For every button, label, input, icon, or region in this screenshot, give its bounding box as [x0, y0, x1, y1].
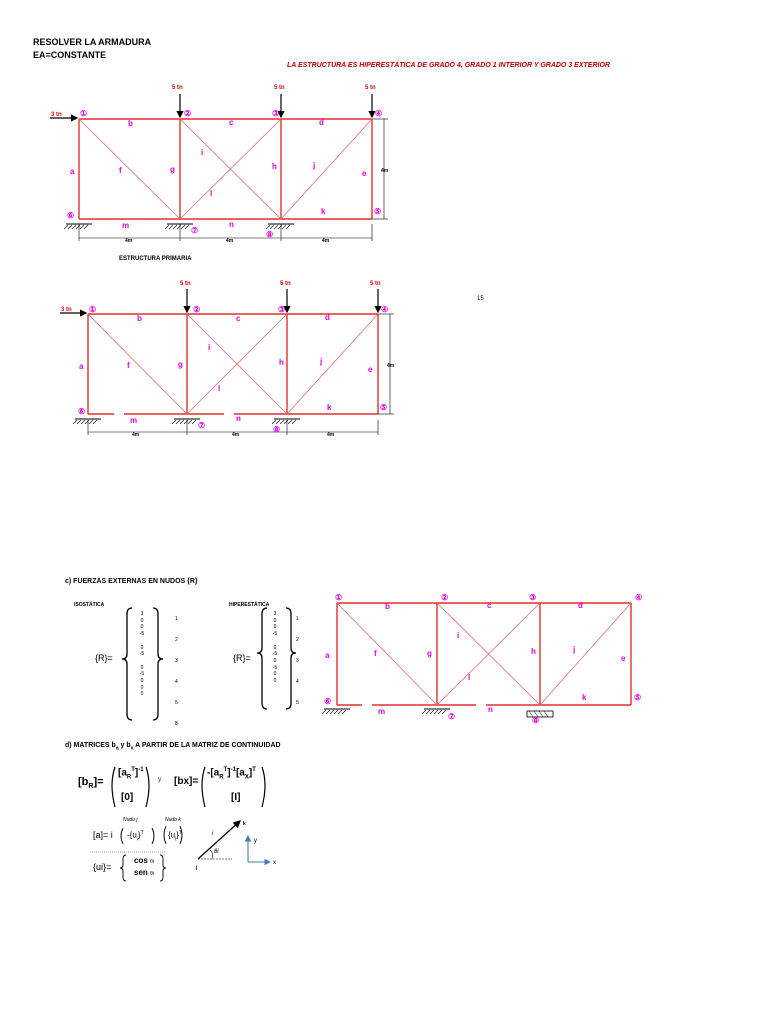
dim-4m-2: 4m [226, 238, 234, 244]
c-node-5: ⑤ [634, 693, 642, 702]
iso-value-6: -5 [139, 651, 145, 658]
isostatic-index [175, 614, 178, 740]
page-number: 15 [477, 296, 484, 302]
hyp-value-9: 0 [273, 671, 277, 678]
ui-equation: {ui}= [93, 862, 112, 872]
p-label-l: l [218, 384, 221, 393]
load-5tn-1: 5 tn [172, 85, 183, 91]
r-label-iso: {R}= [95, 653, 113, 663]
load-3tn: 3 tn [51, 112, 62, 118]
c-node-1: ① [335, 593, 343, 602]
c-node-7: ⑦ [448, 712, 456, 721]
member-j [281, 119, 372, 219]
minus-u-vector: $-\{u_i\}^T$ [127, 830, 144, 843]
identity-matrix: [I] [231, 792, 241, 803]
c-label-b: b [385, 602, 390, 611]
bx-expression: $-[a_R^T]^{-1}[a_X]^T$ [207, 767, 256, 781]
p-label-a: a [79, 362, 84, 371]
iso-value-12: 0 [140, 691, 144, 698]
hyp-index-3: 4 [296, 679, 299, 685]
label-l: l [210, 189, 213, 198]
bar-i-label: i [212, 831, 214, 837]
p-dim-height: 4m [387, 363, 395, 369]
r-label-hyper: {R}= [233, 653, 251, 663]
nodo-k-label: Nudo k [165, 817, 181, 823]
label-m: m [122, 221, 130, 230]
hyperstatic-index [296, 614, 299, 719]
p-label-i: i [208, 343, 211, 352]
isostatic-label: ISOSTÁTICA [74, 602, 105, 608]
primary-structure-label: ESTRUCTURA PRIMARIA [119, 256, 192, 262]
c-label-j: j [573, 645, 576, 654]
iso-index-2: 3 [175, 658, 178, 664]
iso-value-4 [135, 638, 149, 645]
c-node-8: ⑧ [532, 716, 540, 725]
label-j: j [313, 161, 316, 170]
iso-index-0: 1 [175, 616, 178, 622]
p-label-g: g [178, 360, 183, 369]
c-label-h: h [531, 647, 536, 656]
p-label-c: c [236, 314, 241, 323]
label-c: c [229, 118, 234, 127]
load-5tn-3: 5 tn [365, 85, 376, 91]
hyp-index-2: 3 [296, 658, 299, 664]
node-2: ② [184, 109, 192, 118]
hyp-index-1: 2 [296, 637, 299, 643]
hyp-index-0: 1 [296, 616, 299, 622]
bar-j-label: j [196, 865, 198, 871]
header-subtitle: EA=CONSTANTE [33, 50, 107, 60]
iso-value-7 [135, 658, 149, 665]
p-label-h: h [279, 358, 284, 367]
c-node-2: ② [441, 593, 449, 602]
a-equation: [a]= i [93, 830, 113, 840]
hyperstatic-vector [268, 611, 282, 685]
hyp-index-4: 5 [296, 700, 299, 706]
hyp-value-4 [268, 638, 282, 645]
header-title: RESOLVER LA ARMADURA [33, 37, 152, 47]
aR-inverse: $[a_R^T]^{-1}$ [118, 767, 144, 781]
axis-x-label: x [273, 860, 276, 866]
c-label-a: a [325, 651, 330, 660]
p-load-5tn-1: 5 tn [180, 281, 191, 287]
label-i: i [201, 148, 204, 157]
p-load-5tn-3: 5 tn [370, 281, 381, 287]
label-h: h [272, 162, 277, 171]
bR-label: $[b_R]=$ [78, 776, 104, 791]
p-label-n: n [236, 414, 241, 423]
node-8: ⑧ [266, 230, 274, 239]
y-connector: y [158, 776, 162, 783]
label-a: a [70, 167, 75, 176]
dim-height-1: 4m [381, 168, 389, 174]
c-label-f: f [374, 649, 377, 658]
p-load-3tn: 3 tn [61, 307, 72, 313]
p-node-4: ④ [381, 305, 389, 314]
p-label-k: k [327, 403, 332, 412]
hyperstatic-label: HIPERESTÁTICA [229, 602, 270, 608]
hyp-value-6: -5 [272, 651, 278, 658]
iso-index-1: 2 [175, 637, 178, 643]
hyp-value-5: 0 [273, 644, 277, 651]
support-8 [266, 224, 294, 229]
p-dim-4m-1: 4m [132, 432, 140, 438]
label-d: d [319, 118, 324, 127]
cos-label: cos θi [134, 856, 154, 865]
truss-3 [322, 593, 642, 725]
bar-theta: θi [214, 849, 219, 855]
label-b: b [128, 119, 133, 128]
section-d-title: d) MATRICES $b_a$ y $b_x$ A PARTIR DE LA MATRIZ DE CONTINUIDAD [65, 742, 281, 752]
label-n: n [229, 220, 234, 229]
member-f [79, 119, 180, 219]
p-label-b: b [137, 314, 142, 323]
bar-k-label: k [243, 821, 246, 827]
truss-2-primary [60, 281, 395, 438]
hyp-value-3: -5 [272, 631, 278, 638]
iso-value-3: -5 [139, 631, 145, 638]
c-label-k: k [582, 693, 587, 702]
hyp-value-0: 3 [273, 611, 277, 617]
c-label-c: c [487, 601, 492, 610]
node-5: ⑤ [374, 207, 382, 216]
iso-value-8: 0 [140, 664, 144, 671]
iso-index-3: 4 [175, 679, 178, 685]
c-label-i: i [457, 631, 460, 640]
c-node-6: ⑥ [324, 697, 332, 706]
iso-value-11: 0 [140, 684, 144, 691]
hyp-value-8: -5 [272, 664, 278, 671]
nodo-j-label: Nudo j [123, 817, 138, 823]
p-node-7: ⑦ [198, 421, 206, 430]
zero-matrix: [0] [121, 792, 134, 803]
hyp-value-7: 0 [273, 657, 277, 664]
c-label-e: e [621, 654, 626, 663]
node-3: ③ [272, 109, 280, 118]
p-label-d: d [325, 313, 330, 322]
p-label-m: m [130, 416, 138, 425]
node-4: ④ [375, 109, 383, 118]
iso-value-5: 0 [140, 644, 144, 651]
sen-label: sen θi [134, 868, 154, 877]
p-load-5tn-2: 5 tn [280, 281, 291, 287]
iso-value-10: 0 [140, 678, 144, 685]
c-label-g: g [427, 649, 432, 658]
iso-value-2: 0 [140, 624, 144, 631]
p-node-8: ⑧ [273, 425, 281, 434]
load-5tn-2: 5 tn [274, 85, 285, 91]
section-c-title: c) FUERZAS EXTERNAS EN NUDOS {R} [65, 578, 198, 585]
hyp-value-10: 0 [273, 678, 277, 685]
support-7 [165, 224, 193, 229]
p-label-f: f [127, 361, 130, 370]
node-6: ⑥ [67, 211, 75, 220]
p-node-3: ③ [278, 305, 286, 314]
dim-4m-3: 4m [322, 238, 330, 244]
iso-value-0: 3 [140, 611, 144, 617]
iso-index-5: 8 [175, 721, 178, 727]
support-6 [64, 224, 92, 229]
label-k: k [321, 207, 326, 216]
c-label-n: n [488, 705, 493, 714]
p-label-e: e [368, 365, 373, 374]
c-label-d: d [578, 601, 583, 610]
bx-label: [bx]= [174, 776, 199, 787]
c-node-4: ④ [635, 593, 643, 602]
iso-value-9: -5 [139, 671, 145, 678]
p-node-1: ① [89, 305, 97, 314]
u-vector: $\{u_i\}^T$ [168, 830, 182, 843]
p-node-6: ⑥ [78, 407, 86, 416]
dim-4m-1: 4m [125, 238, 133, 244]
label-e: e [362, 169, 367, 178]
p-node-2: ② [193, 305, 201, 314]
hyp-value-2: 0 [273, 624, 277, 631]
p-label-j: j [320, 357, 323, 366]
hyperstatic-note: LA ESTRUCTURA ES HIPERESTÁTICA DE GRADO 4, GRADO 1 INTERIOR Y GRADO 3 EXTERIOR [287, 62, 610, 69]
label-f: f [119, 166, 122, 175]
isostatic-vector [135, 611, 149, 698]
node-1: ① [80, 109, 88, 118]
p-dim-4m-3: 4m [327, 432, 335, 438]
c-label-m: m [378, 707, 386, 716]
iso-index-4: 5 [175, 700, 178, 706]
c-node-3: ③ [529, 593, 537, 602]
node-7: ⑦ [191, 226, 199, 235]
hyp-value-1: 0 [273, 617, 277, 624]
truss-1 [50, 85, 389, 244]
label-g: g [170, 165, 175, 174]
p-node-5: ⑤ [380, 403, 388, 412]
p-dim-4m-2: 4m [232, 432, 240, 438]
iso-value-1: 0 [140, 617, 144, 624]
c-label-l: l [468, 673, 471, 682]
axis-y-label: y [254, 838, 257, 844]
bar-diagram [195, 821, 276, 871]
